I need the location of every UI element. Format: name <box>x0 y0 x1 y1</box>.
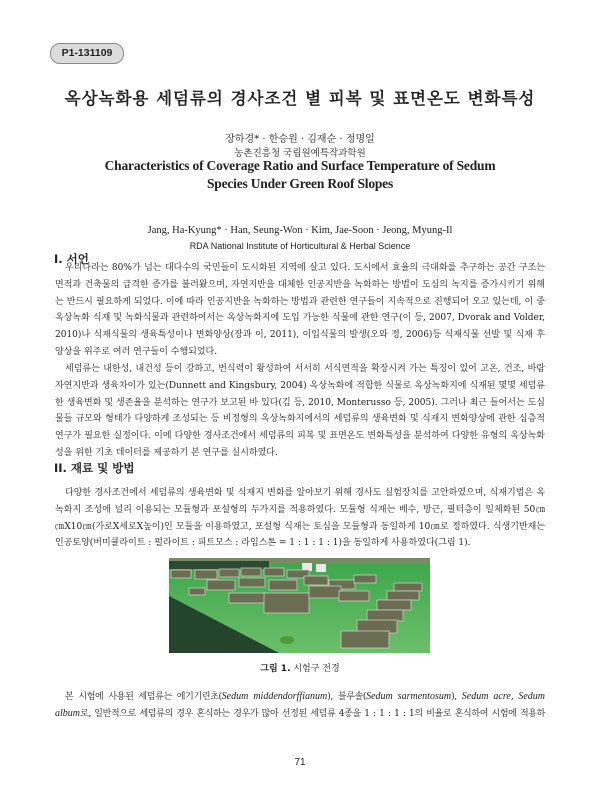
paper-id-badge: P1-131109 <box>50 43 124 64</box>
text-line <box>55 706 545 723</box>
text-line: 우리나라는 80%가 넘는 대다수의 국민들이 도시화된 지역에 살고 있다. 도시에서 효율의 극대화를 추구하는 공간 구조는 <box>65 263 545 273</box>
affiliation-english: RDA National Institute of Horticultural & Herbal Science <box>189 241 411 251</box>
text-line: 는 반드시 필요하게 되었다. 이에 따라 인공지반을 녹화하는 방법과 관련한 연구들이 지속적으로 진행되어 오고 있는데, 이 중 <box>55 296 545 307</box>
title-korean: 옥상녹화용 세덤류의 경사조건 별 피복 및 표면온도 변화특성 <box>64 89 536 108</box>
text-line: 물들 규모와 형태가 다양하게 조성되는 등 비정형의 옥상녹화지에서의 세덤류의 생육변화 및 식재지 변화양상에 관한 심층적 <box>55 414 545 425</box>
section-heading-introduction: I. 서언 <box>54 252 89 266</box>
text-line: 녹화지 조성에 널리 이용되는 모듈형과 포설형의 두가지를 적용하였다. 모듈형 식재는 배수, 방근, 필터층이 일체화된 50㎝ <box>55 504 545 515</box>
title-english <box>0 157 600 193</box>
text-line: 2010)나 식재식물의 생육특성이나 변화양상(장과 이, 2011), 이입식물의 발생(오와 정, 2006)등 식재식물 선발 및 식재 후 <box>55 330 545 341</box>
authors-korean: 장하경* · 한승원 · 김재순 · 정명일 <box>225 134 375 145</box>
affiliation-korean: 농촌진흥청 국립원예특작과학원 <box>234 148 366 159</box>
title-english-line: Species Under Green Roof Slopes <box>206 176 394 191</box>
paragraph-intro-1 <box>55 260 545 361</box>
species-name: album <box>55 707 80 719</box>
text-line: 세덤류는 내한성, 내건성 등이 강하고, 번식력이 왕성하여 서서히 서식면적을 확장시켜 가는 특징이 있어 고온, 건조, 바람 <box>65 364 545 374</box>
species-name: Sedum middendorffianum <box>221 691 328 702</box>
text-run: , <box>510 692 519 702</box>
text-run: ), <box>451 692 462 702</box>
text-run: ), 블루솔( <box>327 692 367 702</box>
text-line: ㎝X10㎝(가로X세로X높이)인 모듈을 이용하였고, 포설형 식재는 토심을 모듈형과 동일하게 10㎝로 정하였다. 식생기반재는 <box>55 521 545 532</box>
text-line: 다양한 경사조건에서 세덤류의 생육변화 및 식재지 변화를 알아보기 위해 경사도 실험장치를 고안하였으며, 식재기법은 옥 <box>65 488 545 498</box>
text-line: 양상을 위주로 여러 연구들이 수행되었다. <box>55 346 218 357</box>
figure-1-photo-green-roof-test-plots <box>169 558 430 653</box>
species-name: Sedum sarmentosum <box>366 691 452 702</box>
text-line: 성을 위한 기초 데이터를 제공하기 본 연구를 실시하였다. <box>55 447 278 458</box>
figure-label: 그림 1. <box>260 664 291 674</box>
text-run: 본 시험에 사용된 세덤류는 에기기린초( <box>65 692 222 702</box>
text-line <box>55 689 545 706</box>
authors-english: Jang, Ha-Kyung* · Han, Seung-Won · Kim, Jae-Soon · Jeong, Myung-Il <box>147 225 453 236</box>
paragraph-intro-2 <box>55 361 545 462</box>
species-name: Sedum <box>518 691 545 702</box>
figure-1-caption <box>0 661 600 674</box>
text-run: 로, 일반적으로 세덤류의 경우 혼식하는 경우가 많아 선정된 세덤류 4종을 1 : 1 : 1 : 1의 비율로 혼식하여 시험에 적용하 <box>80 708 545 719</box>
section-heading-methods: II. 재료 및 방법 <box>54 461 135 475</box>
green-roof-photo <box>169 558 430 653</box>
species-name: Sedum acre <box>461 691 511 702</box>
text-line: 연구가 필요한 실정이다. 이에 다양한 경사조건에서 세덤류의 피복 및 표면온도 변화특성을 분석하여 다양한 유형의 옥상녹화 <box>55 431 545 442</box>
paragraph-methods-1 <box>55 485 545 552</box>
text-line: 면적과 건축물의 급격한 증가를 불러왔으며, 자연지반을 대체한 인공지반을 녹화하는 방법이 도심의 녹지를 증가시키기 위해 <box>55 279 545 290</box>
text-line: 한 생육변화 및 생존율을 분석하는 연구가 보고된 바 있다(김 등, 2010, Monterusso 등, 2005). 그러나 최근 들어서는 도심 <box>55 397 545 408</box>
text-line: 옥상녹화 식재 및 녹화식물과 관련하여서는 옥상녹화지에 도입 가능한 식물에 관한 연구(이 등, 2007, Dvorak and Volder, <box>55 313 545 324</box>
paragraph-methods-2 <box>55 689 545 723</box>
title-english-line: Characteristics of Coverage Ratio and Surface Temperature of Sedum <box>104 158 496 173</box>
text-line: 자연지반과 생육차이가 있는(Dunnett and Kingsbury, 2004) 옥상녹화에 적합한 식물로 옥상녹화지에 식재된 몇몇 세덤류 <box>55 380 545 391</box>
page-number: 71 <box>294 757 306 768</box>
figure-caption-text: 시험구 전경 <box>293 664 340 674</box>
text-line: 인공토양(버미큘라이트 : 펄라이트 : 피트모스 : 라임스톤 = 1 : 1 : 1 : 1)을 동일하게 사용하였다(그림 1). <box>55 538 471 549</box>
